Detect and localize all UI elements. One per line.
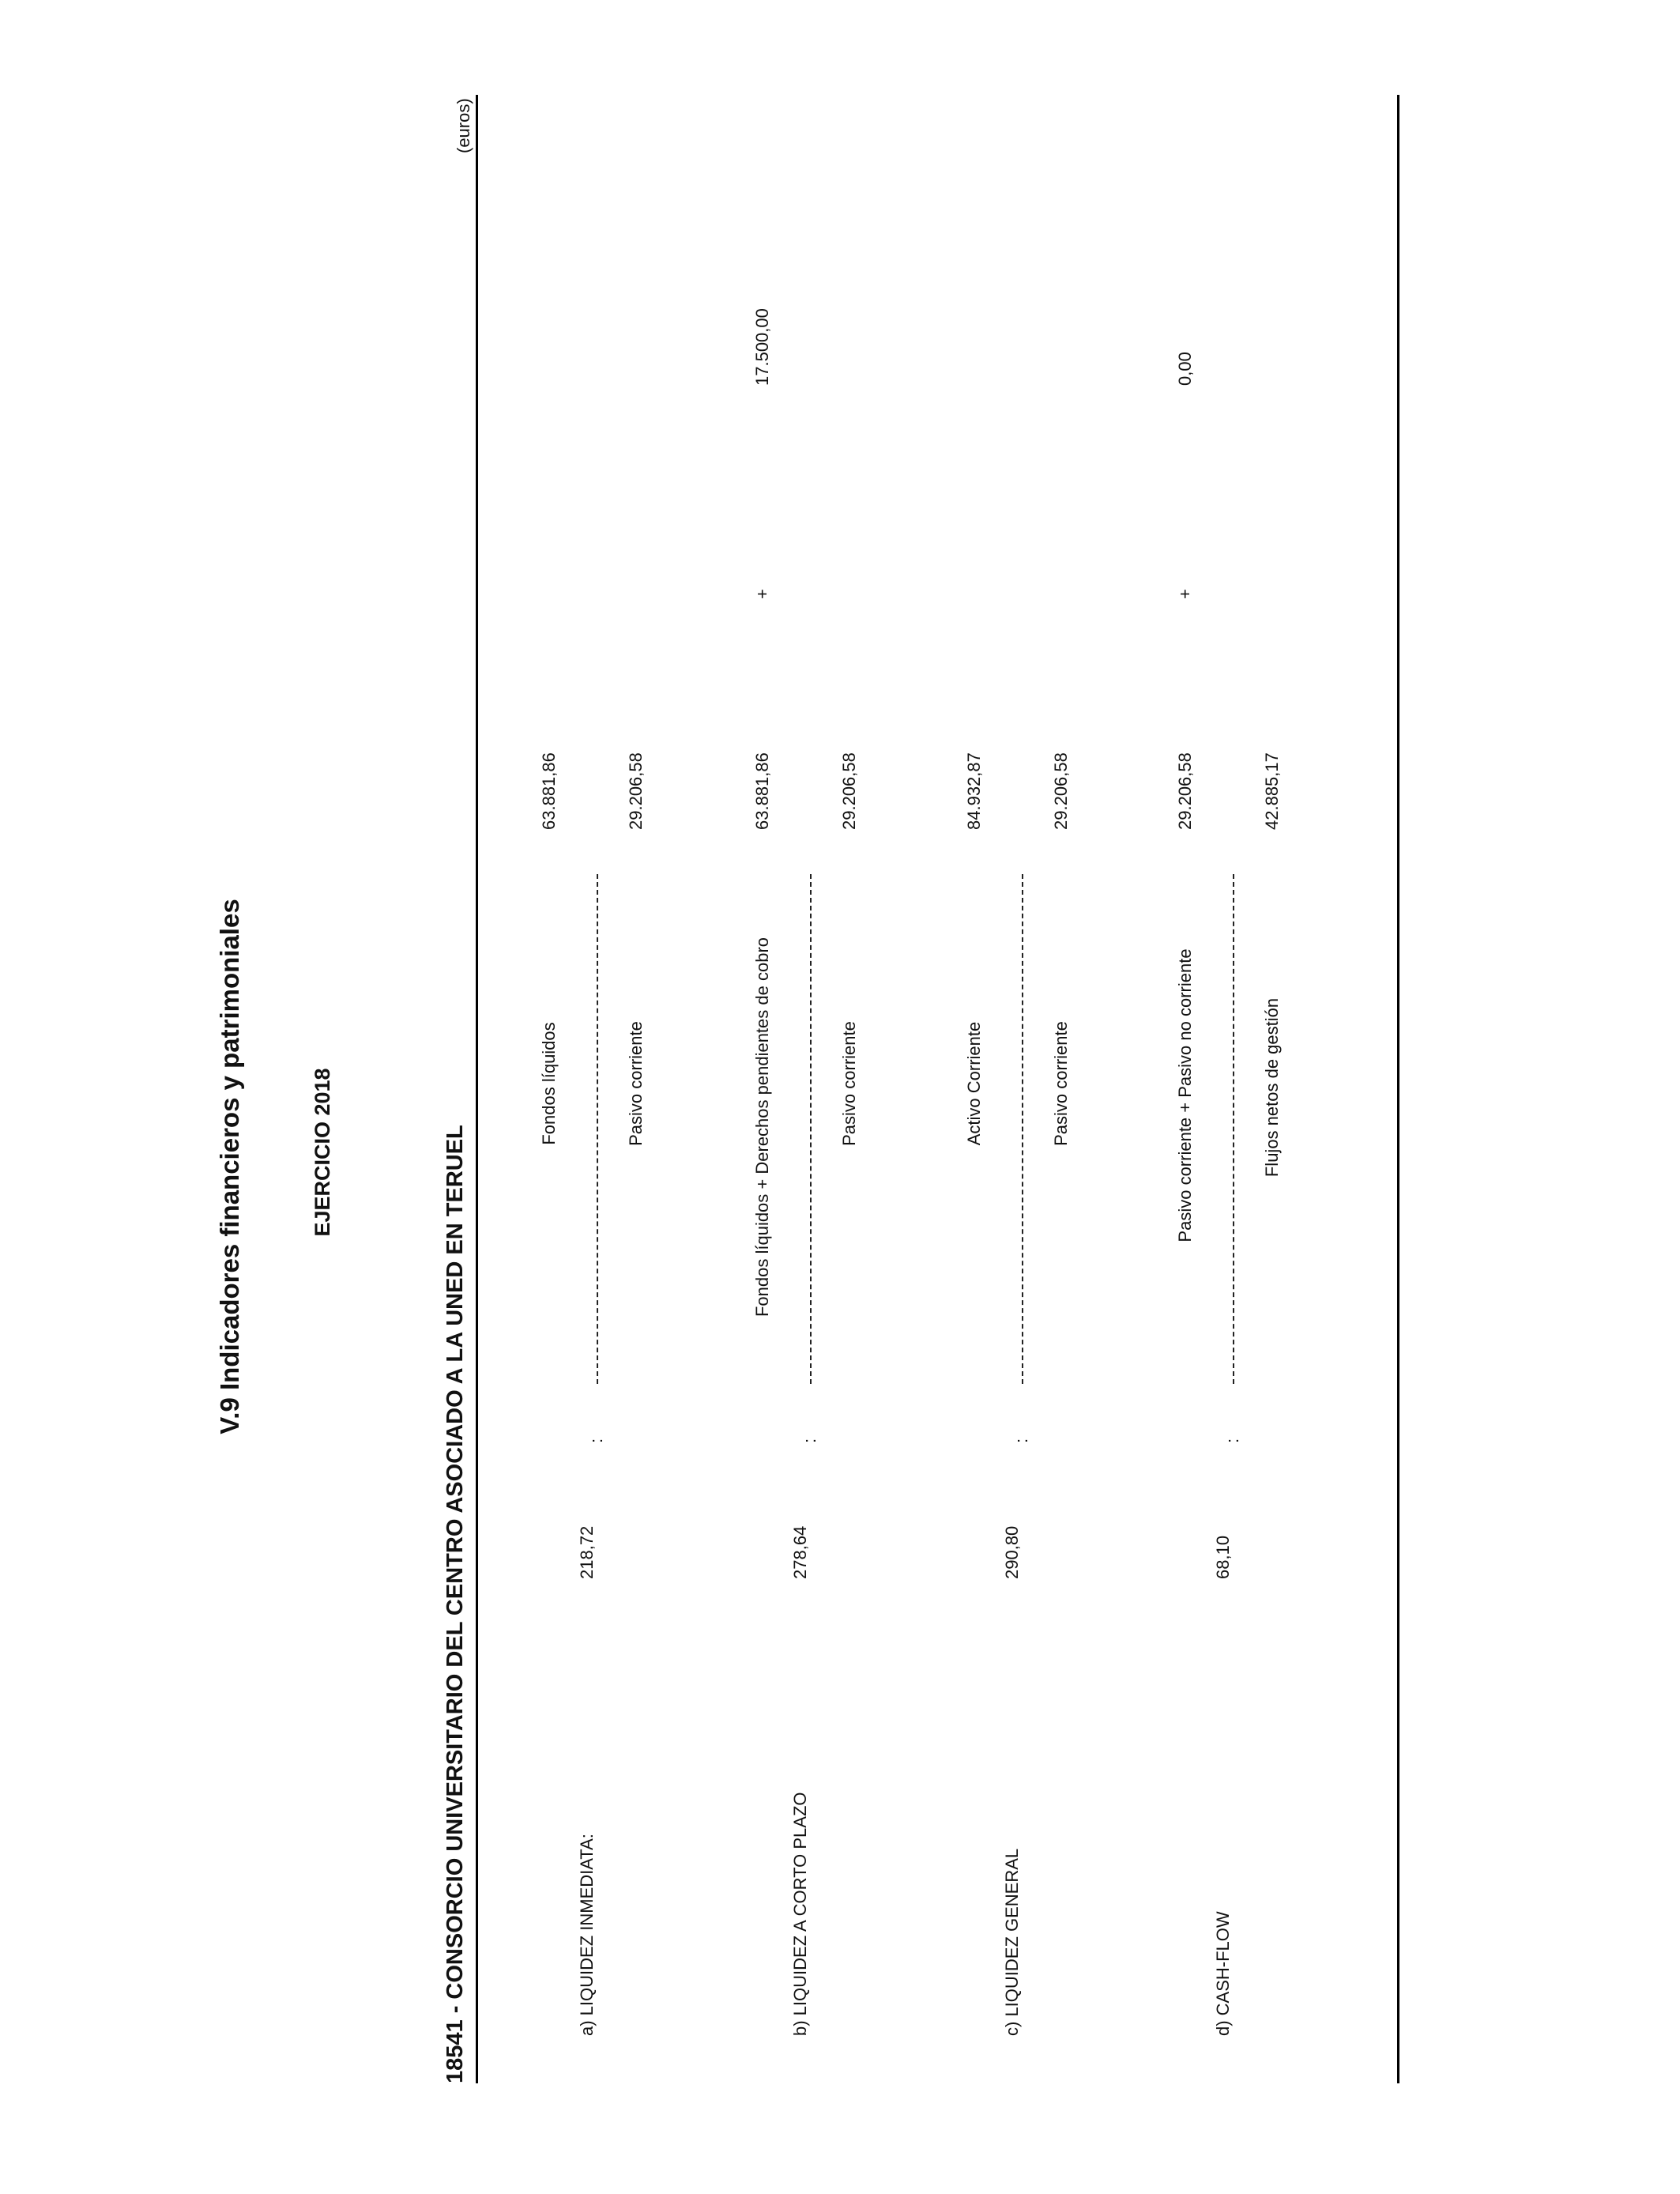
indicator-label: b) LIQUIDEZ A CORTO PLAZO [790, 1792, 810, 2036]
numerator-label: Fondos líquidos + Derechos pendientes de cobro [752, 937, 772, 1318]
numerator-plus: + [1175, 589, 1195, 599]
denominator-value: 29.206,58 [839, 752, 859, 830]
bottom-rule [1397, 95, 1399, 2083]
denominator-value: 42.885,17 [1262, 752, 1282, 830]
units-label: (euros) [454, 98, 473, 153]
denominator-label: Flujos netos de gestión [1262, 997, 1282, 1178]
indicator-result: 68,10 [1213, 1535, 1233, 1579]
numerator-extra-value: 17.500,00 [752, 308, 772, 386]
denominator-value: 29.206,58 [1051, 752, 1071, 830]
numerator-extra-value: 0,00 [1175, 352, 1195, 386]
indicator-label: c) LIQUIDEZ GENERAL [1002, 1848, 1022, 2036]
indicator-label: d) CASH-FLOW [1213, 1911, 1233, 2036]
indicator-result: 278,64 [790, 1525, 810, 1579]
numerator-value: 63.881,86 [752, 752, 772, 830]
report-title: V.9 Indicadores financieros y patrimoniales [215, 899, 244, 1434]
numerator-value: 84.932,87 [964, 752, 984, 830]
indicator-label: a) LIQUIDEZ INMEDIATA: [577, 1834, 597, 2036]
top-rule [476, 95, 478, 2083]
numerator-label: Activo Corriente [964, 1021, 984, 1146]
report-subtitle: EJERCICIO 2018 [311, 1068, 334, 1237]
indicator-separator: : [1222, 1438, 1242, 1443]
numerator-label: Fondos líquidos [539, 1022, 559, 1145]
indicator-separator: : [1011, 1438, 1031, 1443]
fraction-line [1233, 874, 1234, 1384]
denominator-label: Pasivo corriente [626, 1021, 646, 1146]
fraction-line [1022, 874, 1023, 1384]
numerator-value: 29.206,58 [1175, 752, 1195, 830]
indicator-separator: : [800, 1438, 819, 1443]
indicator-result: 218,72 [577, 1525, 597, 1579]
fraction-line [810, 874, 812, 1384]
denominator-label: Pasivo corriente [839, 1021, 859, 1146]
numerator-plus: + [752, 589, 772, 599]
fraction-line [597, 874, 598, 1384]
denominator-label: Pasivo corriente [1051, 1021, 1071, 1146]
numerator-label: Pasivo corriente + Pasivo no corriente [1175, 948, 1195, 1242]
entity-name: 18541 - CONSORCIO UNIVERSITARIO DEL CENTRO ASOCIADO A LA UNED EN TERUEL [443, 1125, 468, 2083]
denominator-value: 29.206,58 [626, 752, 646, 830]
indicator-separator: : [586, 1438, 606, 1443]
indicator-result: 290,80 [1002, 1525, 1022, 1579]
numerator-value: 63.881,86 [539, 752, 559, 830]
